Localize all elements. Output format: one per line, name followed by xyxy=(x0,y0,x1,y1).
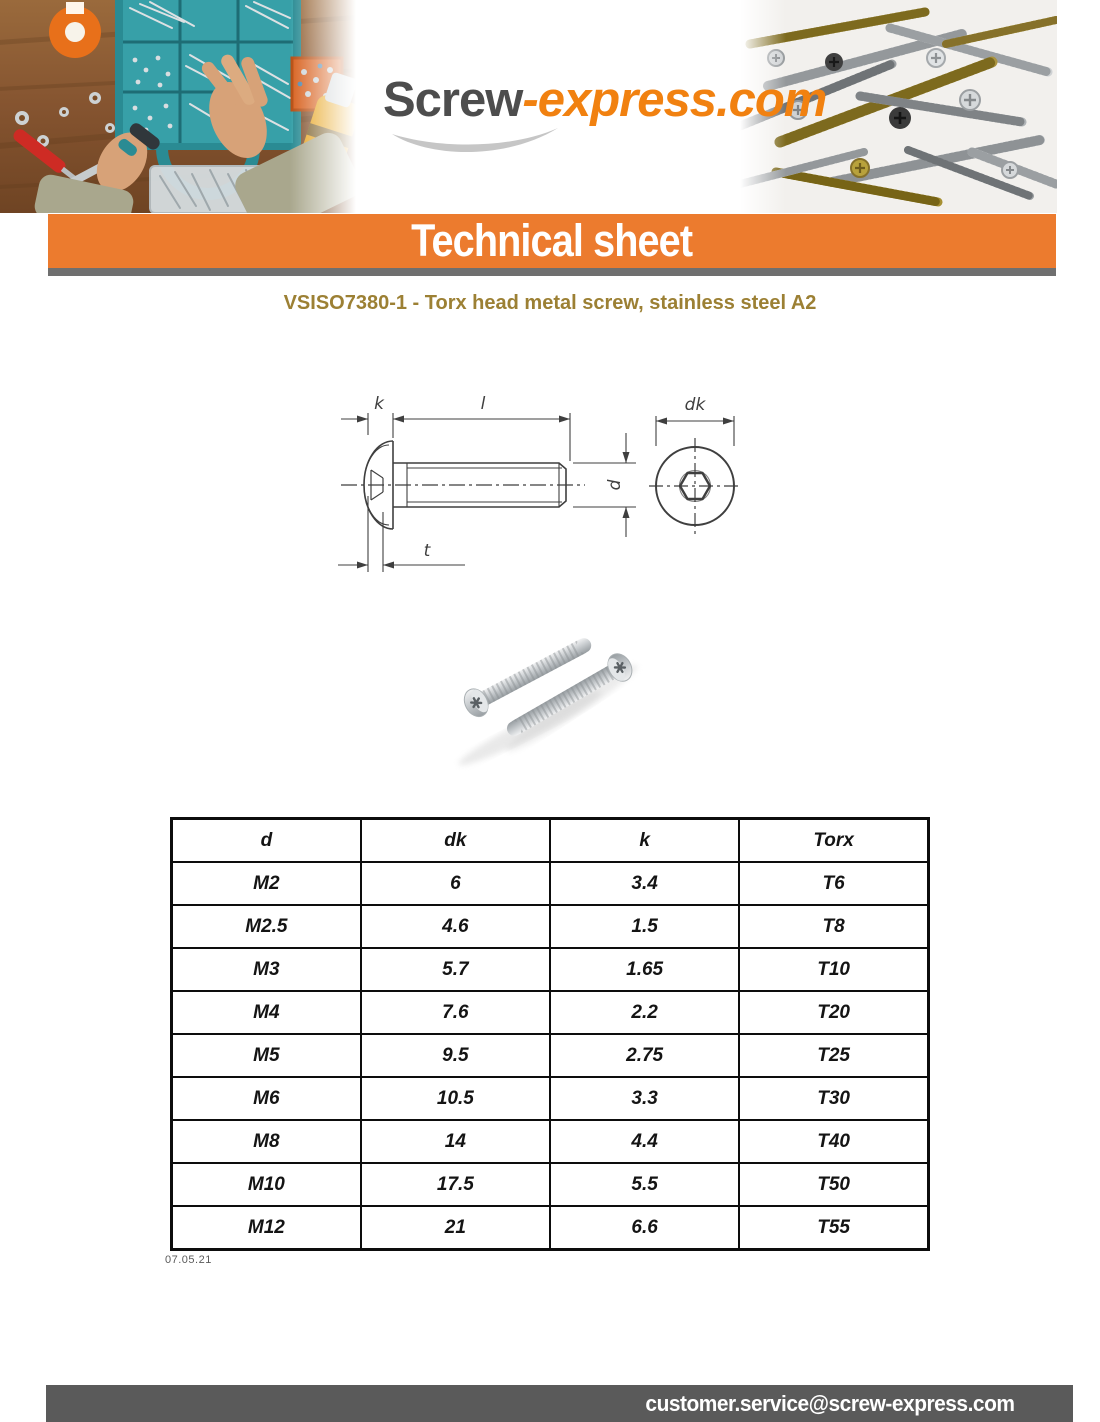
product-subtitle: VSISO7380-1 - Torx head metal screw, stainless steel A2 xyxy=(283,292,817,314)
spec-table-cell: T40 xyxy=(739,1120,928,1163)
document-date: 07.05.21 xyxy=(165,1254,212,1266)
banner-title: Technical sheet xyxy=(411,215,693,266)
logo-swoosh xyxy=(388,120,563,162)
spec-table-cell: 2.2 xyxy=(550,991,739,1034)
spec-table-cell: M5 xyxy=(172,1034,361,1077)
banner-underline xyxy=(48,268,1056,276)
spec-table-cell: 21 xyxy=(361,1206,550,1250)
spec-table-cell: 5.5 xyxy=(550,1163,739,1206)
spec-table-cell: T6 xyxy=(739,862,928,905)
spec-table-body xyxy=(172,862,929,1250)
dim-label-k: k xyxy=(374,394,384,414)
spec-table-cell: T30 xyxy=(739,1077,928,1120)
spec-table-cell: M6 xyxy=(172,1077,361,1120)
spec-table-cell: 6 xyxy=(361,862,550,905)
spec-table-cell: T55 xyxy=(739,1206,928,1250)
spec-table-row xyxy=(172,948,929,991)
spec-table-cell: 10.5 xyxy=(361,1077,550,1120)
spec-table-column-header: dk xyxy=(361,819,550,863)
spec-table-cell: T10 xyxy=(739,948,928,991)
customer-service-email[interactable]: customer.service@screw-express.com xyxy=(644,1390,1014,1416)
spec-table-column-header: Torx xyxy=(739,819,928,863)
spec-table xyxy=(170,817,930,1251)
spec-table-cell: 9.5 xyxy=(361,1034,550,1077)
spec-table-cell: 4.4 xyxy=(550,1120,739,1163)
spec-table-cell: T20 xyxy=(739,991,928,1034)
spec-table-row xyxy=(172,1077,929,1120)
spec-table-cell: M3 xyxy=(172,948,361,991)
dimension-arrows xyxy=(357,416,734,569)
spec-table-cell: M4 xyxy=(172,991,361,1034)
spec-table-row xyxy=(172,991,929,1034)
spec-table-column-header: d xyxy=(172,819,361,863)
spec-table-cell: T8 xyxy=(739,905,928,948)
spec-table-row xyxy=(172,1034,929,1077)
spec-table-cell: 3.3 xyxy=(550,1077,739,1120)
dim-label-l: l xyxy=(480,394,486,414)
logo-text-secondary: -express.com xyxy=(522,73,827,127)
spec-table-row xyxy=(172,1163,929,1206)
dim-label-dk: dk xyxy=(684,395,706,415)
spec-table-cell: 1.65 xyxy=(550,948,739,991)
spec-table-cell: T25 xyxy=(739,1034,928,1077)
spec-table-column-header: k xyxy=(550,819,739,863)
spec-table-cell: 14 xyxy=(361,1120,550,1163)
spec-table-row xyxy=(172,1206,929,1250)
workbench-photo xyxy=(0,0,356,213)
spec-table-cell: M2 xyxy=(172,862,361,905)
spec-table-cell: 1.5 xyxy=(550,905,739,948)
spec-table-cell: M2.5 xyxy=(172,905,361,948)
spec-table-cell: 7.6 xyxy=(361,991,550,1034)
spec-table-row xyxy=(172,1120,929,1163)
technical-sheet-banner xyxy=(48,214,1056,268)
screw-right xyxy=(501,649,637,744)
spec-table-cell: 17.5 xyxy=(361,1163,550,1206)
dim-label-t: t xyxy=(423,541,431,561)
spec-table-cell: 5.7 xyxy=(361,948,550,991)
spec-table-header xyxy=(172,819,929,863)
spec-table-header-row xyxy=(172,819,929,863)
spec-table-cell: M8 xyxy=(172,1120,361,1163)
spec-table-cell: 6.6 xyxy=(550,1206,739,1250)
spec-table-cell: T50 xyxy=(739,1163,928,1206)
dim-label-d: d xyxy=(605,479,625,491)
technical-drawing xyxy=(333,388,773,588)
product-screws-photo xyxy=(430,606,670,776)
spec-table-row xyxy=(172,905,929,948)
spec-table-cell: 2.75 xyxy=(550,1034,739,1077)
footer-bar xyxy=(46,1385,1073,1422)
spec-table-cell: 3.4 xyxy=(550,862,739,905)
spec-table-cell: 4.6 xyxy=(361,905,550,948)
spec-table-cell: M10 xyxy=(172,1163,361,1206)
spec-table-row xyxy=(172,862,929,905)
spec-table-cell: M12 xyxy=(172,1206,361,1250)
logo-text-primary: Screw xyxy=(383,73,523,127)
